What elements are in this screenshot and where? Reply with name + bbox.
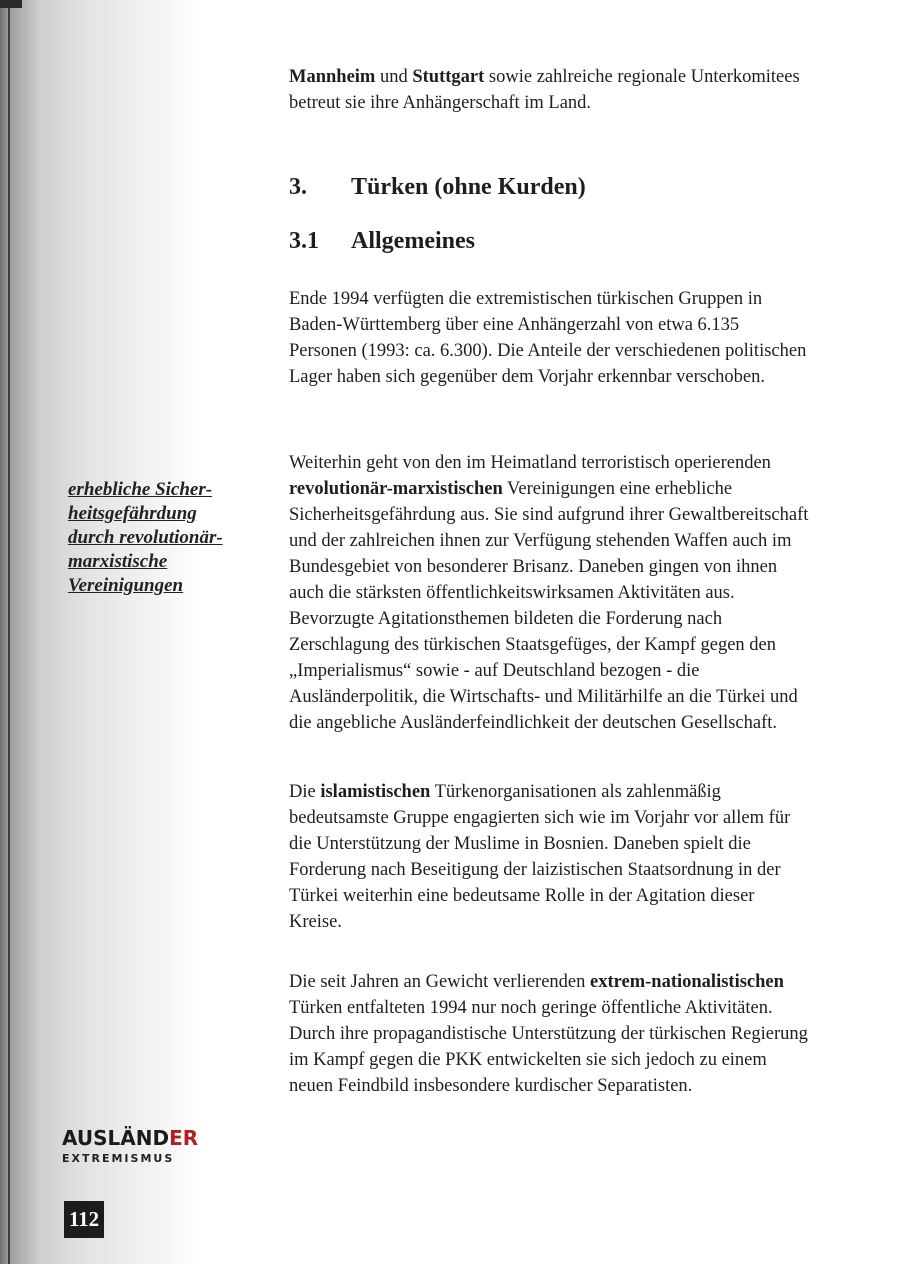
para4-text-2: Türken entfalteten 1994 nur noch geringe öffentliche Aktivitäten. Durch ihre propagandistische Unterstützung der türkischen Regierung im Kampf gegen die PKK entwickelten sie sich jedoch zu einem neuen Feindbild insbesondere kurdischer Separatisten. xyxy=(289,998,808,1096)
margin-note-line: heitsgefährdung xyxy=(68,503,197,524)
logo-wordmark xyxy=(62,1126,199,1150)
margin-note-line: marxistische xyxy=(68,551,168,572)
logo-word-part-2: ÄND xyxy=(120,1126,170,1150)
para2-text-1: Weiterhin geht von den im Heimatland terroristisch operierenden xyxy=(289,453,771,473)
intro-bold-stuttgart: Stuttgart xyxy=(412,67,485,87)
margin-note-line: Vereinigungen xyxy=(68,575,184,596)
subsection-title: Allgemeines xyxy=(351,228,475,254)
logo-word-part-3: ER xyxy=(169,1126,199,1150)
intro-text-2: sowie zahlreiche regionale Unterkomitees betreut sie ihre Anhängerschaft im Land. xyxy=(289,67,800,113)
paragraph-allgemeines: Ende 1994 verfügten die extremistischen türkischen Gruppen in Baden-Württemberg über eine Anhängerzahl von etwa 6.135 Personen (1993: ca. 6.300). Die Anteile der verschiedenen politischen Lager haben sich gegenüber dem Vorjahr erkennbar verschoben. xyxy=(289,289,807,387)
margin-note-line: durch revolutionär- xyxy=(68,527,223,548)
logo-subtitle: EXTREMISMUS xyxy=(62,1152,175,1165)
para2-bold: revolutionär-marxistischen xyxy=(289,479,503,499)
paragraph-revolutionaer xyxy=(289,450,809,736)
page-number: 112 xyxy=(64,1201,104,1238)
para4-bold: extrem-nationalistischen xyxy=(590,972,784,992)
section-heading xyxy=(289,174,586,201)
intro-text-1: und xyxy=(375,67,413,87)
paragraph-nationalistisch xyxy=(289,969,809,1099)
intro-bold-mannheim: Mannheim xyxy=(289,67,376,87)
para3-text-1: Die xyxy=(289,782,321,802)
margin-note xyxy=(68,478,268,598)
subsection-heading xyxy=(289,228,475,255)
section-number: 3. xyxy=(289,174,307,200)
auslaender-extremismus-logo xyxy=(62,1126,199,1165)
margin-note-line: erhebliche Sicher- xyxy=(68,479,213,500)
scan-edge-line xyxy=(8,0,10,1264)
section-title: Türken (ohne Kurden) xyxy=(351,174,586,200)
scan-margin-shadow xyxy=(0,0,200,1264)
intro-paragraph xyxy=(289,64,809,116)
para3-text-2: Türkenorganisationen als zahlenmäßig bedeutsamste Gruppe engagierten sich wie im Vorjahr vor allem für die Unterstützung der Muslime in Bosnien. Daneben spielt die Forderung nach Beseitigung der laizistischen Staatsordnung in der Türkei weiterhin eine bedeutsame Rolle in der Agitation dieser Kreise. xyxy=(289,782,791,932)
logo-word-part-1: AUSL xyxy=(62,1126,121,1150)
subsection-number: 3.1 xyxy=(289,228,319,254)
para4-text-1: Die seit Jahren an Gewicht verlierenden xyxy=(289,972,591,992)
scan-corner-mark xyxy=(0,0,22,8)
paragraph-islamistisch xyxy=(289,779,809,935)
para2-text-2: Vereinigungen eine erhebliche Sicherheitsgefährdung aus. Sie sind aufgrund ihrer Gewaltbereitschaft und der zahlreichen ihnen zur Verfügung stehenden Waffen auch im Bundesgebiet von besonderer Brisanz. Daneben gingen von ihnen auch die stärksten öffentlichkeitswirksamen Aktivitäten aus. Bevorzugte Agitationsthemen bildeten die Forderung nach Zerschlagung des türkischen Staatsgefüges, der Kampf gegen den „Imperialismus“ sowie - auf Deutschland bezogen - die Ausländerpolitik, die Wirtschafts- und Militärhilfe an die Türkei und die angebliche Ausländerfeindlichkeit der deutschen Gesellschaft. xyxy=(289,479,809,733)
para3-bold: islamistischen xyxy=(320,782,431,802)
